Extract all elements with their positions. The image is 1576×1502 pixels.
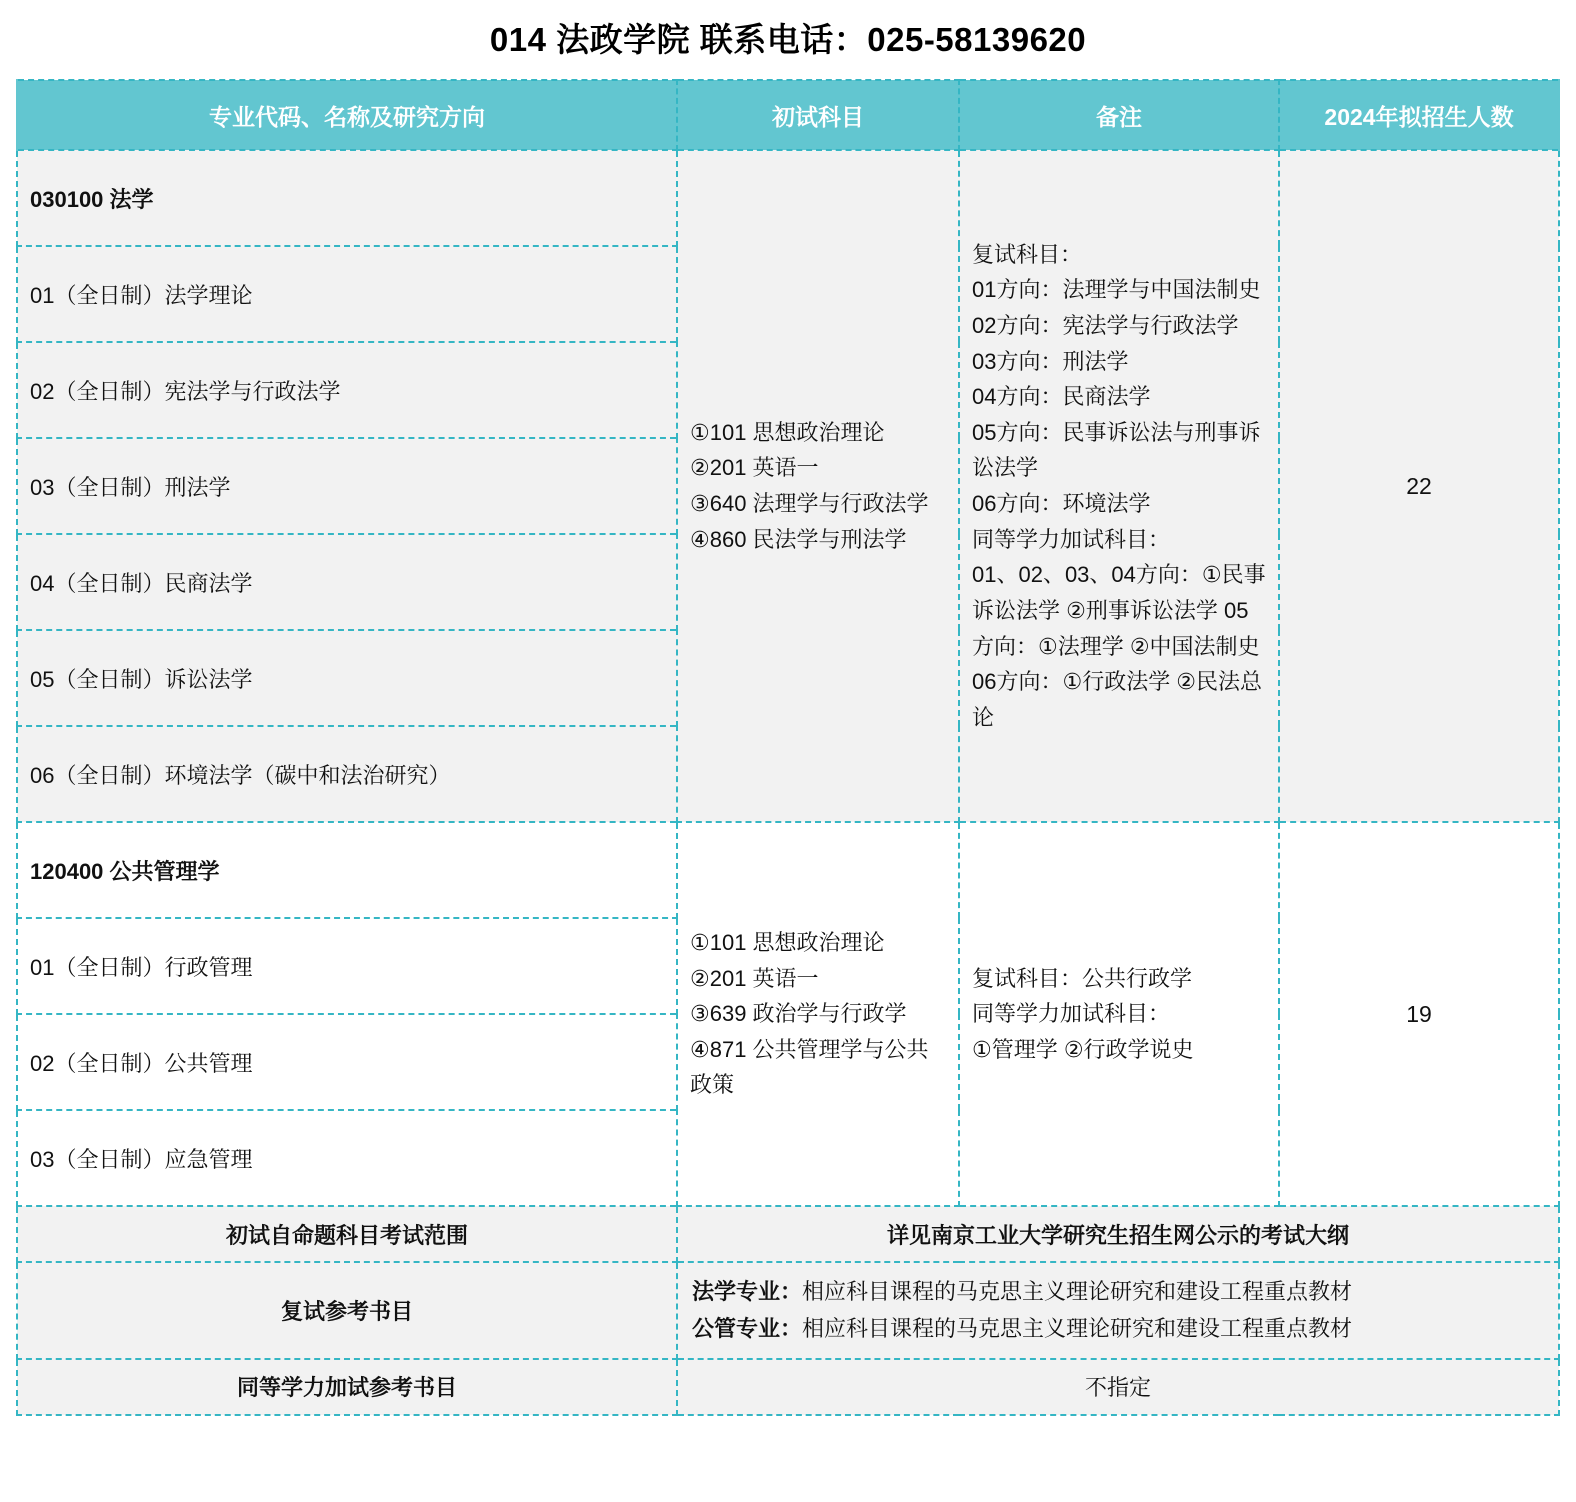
subject-line: ①101 思想政治理论 — [690, 929, 885, 955]
major-code-name: 120400 公共管理学 — [17, 822, 677, 918]
subject-line: ②201 英语一 — [690, 965, 819, 991]
retest-book-prefix-pa: 公管专业： — [692, 1316, 803, 1342]
header-enrollment: 2024年拟招生人数 — [1279, 80, 1559, 150]
note-line: 03方向：刑法学 — [972, 348, 1129, 374]
note-line: 05方向：①法理学 ②中国法制史 — [972, 597, 1260, 659]
notes-cell-law — [959, 150, 1279, 822]
equal-books-value: 不指定 — [677, 1359, 1559, 1415]
retest-book-line-law — [692, 1273, 1546, 1310]
table-row — [17, 150, 1559, 246]
direction-item: 01（全日制）行政管理 — [17, 918, 677, 1014]
subject-line: ④871 公共管理学与公共政策 — [690, 1036, 929, 1098]
header-direction: 专业代码、名称及研究方向 — [17, 80, 677, 150]
table-row — [17, 1262, 1559, 1359]
direction-item: 03（全日制）应急管理 — [17, 1110, 677, 1206]
note-line: 02方向：宪法学与行政法学 — [972, 312, 1239, 338]
admissions-table — [16, 79, 1560, 1416]
retest-book-line-pa — [692, 1310, 1546, 1347]
note-line: 复试科目： — [972, 241, 1083, 267]
note-line: 06方向：环境法学 — [972, 491, 1151, 516]
retest-book-text-law: 相应科目课程的马克思主义理论研究和建设工程重点教材 — [802, 1279, 1353, 1304]
note-line: 同等学力加试科目： — [972, 1001, 1171, 1027]
table-body — [17, 150, 1559, 1415]
table-row — [17, 1359, 1559, 1415]
direction-item: 05（全日制）诉讼法学 — [17, 630, 677, 726]
header-row — [17, 80, 1559, 150]
retest-books-label: 复试参考书目 — [17, 1262, 677, 1359]
enrollment-law: 22 — [1279, 150, 1559, 822]
subject-line: ④860 民法学与刑法学 — [690, 526, 907, 552]
direction-item: 02（全日制）公共管理 — [17, 1014, 677, 1110]
notes-cell-pa — [959, 822, 1279, 1206]
retest-book-prefix-law: 法学专业： — [692, 1279, 803, 1304]
table-row — [17, 822, 1559, 918]
exam-scope-label: 初试自命题科目考试范围 — [17, 1206, 677, 1262]
table-header — [17, 80, 1559, 150]
direction-item: 02（全日制）宪法学与行政法学 — [17, 342, 677, 438]
note-line: ①管理学 ②行政学说史 — [972, 1036, 1194, 1062]
page-title: 014 法政学院 联系电话：025-58139620 — [489, 21, 1087, 58]
direction-item: 06（全日制）环境法学（碳中和法治研究） — [17, 726, 677, 822]
note-line: 06方向：①行政法学 ②民法总论 — [972, 669, 1263, 730]
note-line: 04方向：民商法学 — [972, 384, 1151, 410]
subject-line: ③640 法理学与行政法学 — [690, 491, 929, 516]
retest-book-text-pa: 相应科目课程的马克思主义理论研究和建设工程重点教材 — [802, 1316, 1353, 1342]
note-line: 01方向：法理学与中国法制史 — [972, 277, 1261, 303]
note-line: 01、02、03、04方向：①民事诉讼法学 ②刑事诉讼法学 — [972, 562, 1266, 623]
note-line: 同等学力加试科目： — [972, 526, 1171, 552]
subject-line: ③639 政治学与行政学 — [690, 1001, 907, 1027]
subjects-cell-law — [677, 150, 959, 822]
note-line: 复试科目：公共行政学 — [972, 965, 1193, 991]
enrollment-pa: 19 — [1279, 822, 1559, 1206]
subject-line: ②201 英语一 — [690, 455, 819, 481]
note-line: 05方向：民事诉讼法与刑事诉讼法学 — [972, 419, 1261, 481]
subjects-cell-pa — [677, 822, 959, 1206]
major-code-name: 030100 法学 — [17, 150, 677, 246]
subject-line: ①101 思想政治理论 — [690, 419, 885, 445]
equal-books-label: 同等学力加试参考书目 — [17, 1359, 677, 1415]
direction-item: 01（全日制）法学理论 — [17, 246, 677, 342]
direction-item: 04（全日制）民商法学 — [17, 534, 677, 630]
header-subjects: 初试科目 — [677, 80, 959, 150]
direction-item: 03（全日制）刑法学 — [17, 438, 677, 534]
header-notes: 备注 — [959, 80, 1279, 150]
exam-scope-value: 详见南京工业大学研究生招生网公示的考试大纲 — [677, 1206, 1559, 1262]
retest-books-value — [677, 1262, 1559, 1359]
table-row — [17, 1206, 1559, 1262]
